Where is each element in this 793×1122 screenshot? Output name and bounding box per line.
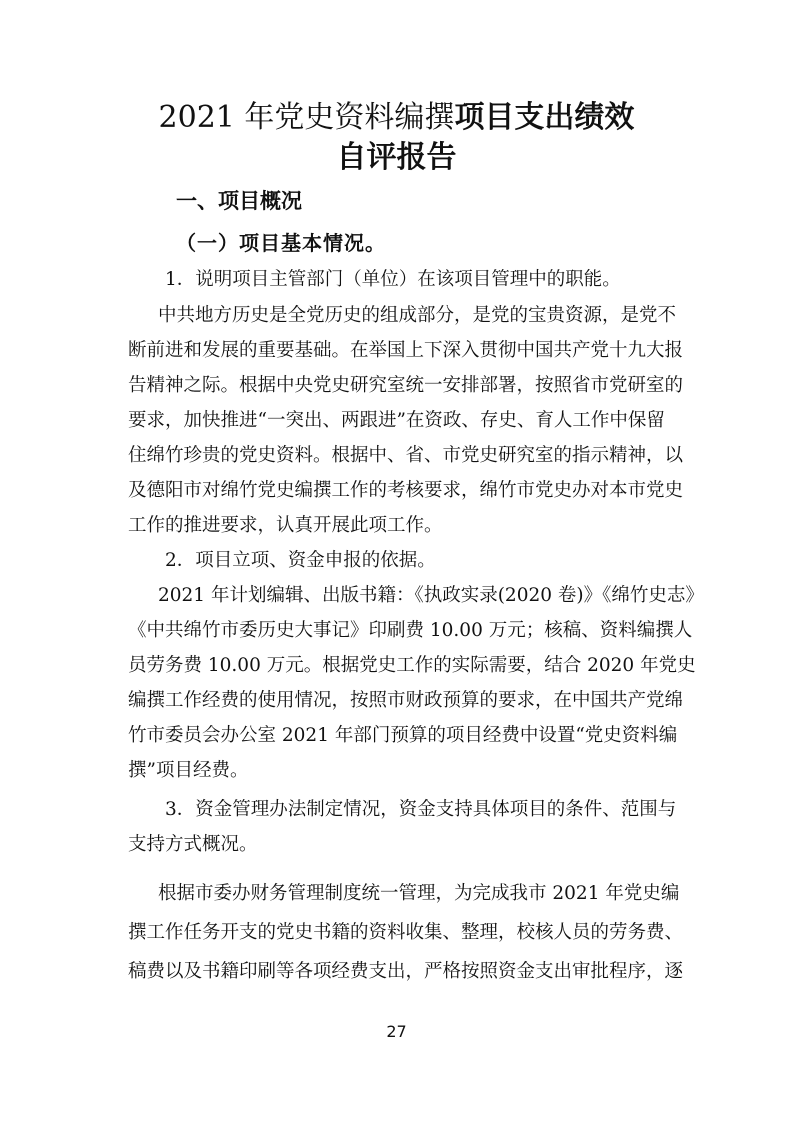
paragraph-line: 住绵竹珍贵的党史资料。根据中、省、市党史研究室的指示精神，以 xyxy=(128,445,684,466)
report-title-line2: 自评报告 xyxy=(336,140,457,175)
report-title-line1 xyxy=(0,98,793,138)
paragraph-line: 3．资金管理办法制定情况，资金支持具体项目的条件、范围与 xyxy=(165,799,677,820)
paragraph-line: 告精神之际。根据中央党史研究室统一安排部署，按照省市党研室的 xyxy=(128,375,684,396)
section-heading: 一、项目概况 xyxy=(176,189,302,213)
paragraph-line: 2021 年计划编辑、出版书籍：《执政实录(2020 卷)》《绵竹史志》 xyxy=(158,585,704,606)
paragraph-line: 要求，加快推进“一突出、两跟进”在资政、存史、育人工作中保留 xyxy=(128,410,665,431)
paragraph-line: 撰”项目经费。 xyxy=(128,760,249,781)
paragraph-line: 及德阳市对绵竹党史编撰工作的考核要求，绵竹市党史办对本市党史 xyxy=(128,480,684,501)
subsection-heading: （一）项目基本情况。 xyxy=(176,231,386,255)
paragraph-line: 稿费以及书籍印刷等各项经费支出，严格按照资金支出审批程序，逐 xyxy=(128,961,684,982)
paragraph-line: 2．项目立项、资金申报的依据。 xyxy=(165,550,436,571)
paragraph-line: 竹市委员会办公室 2021 年部门预算的项目经费中设置“党史资料编 xyxy=(128,725,678,746)
page-number: 27 xyxy=(386,1022,407,1041)
paragraph-line: 工作的推进要求，认真开展此项工作。 xyxy=(128,515,443,536)
paragraph-line: 根据市委办财务管理制度统一管理，为完成我市 2021 年党史编 xyxy=(158,883,680,904)
paragraph-line: 1．说明项目主管部门（单位）在该项目管理中的职能。 xyxy=(165,269,621,290)
paragraph-line: 员劳务费 10.00 万元。根据党史工作的实际需要，结合 2020 年党史 xyxy=(128,655,696,676)
paragraph-line: 撰工作任务开支的党史书籍的资料收集、整理，校核人员的劳务费、 xyxy=(128,922,684,943)
paragraph-line: 中共地方历史是全党历史的组成部分，是党的宝贵资源，是党不 xyxy=(158,305,677,326)
paragraph-line: 支持方式概况。 xyxy=(128,834,258,855)
title-regular-part: 2021 年党史资料编撰 xyxy=(158,100,455,135)
paragraph-line: 断前进和发展的重要基础。在举国上下深入贯彻中国共产党十九大报 xyxy=(128,340,684,361)
paragraph-line: 编撰工作经费的使用情况，按照市财政预算的要求，在中国共产党绵 xyxy=(128,690,684,711)
title-bold-part: 项目支出绩效 xyxy=(454,100,635,135)
paragraph-line: 《中共绵竹市委历史大事记》印刷费 10.00 万元；核稿、资料编撰人 xyxy=(128,620,693,641)
